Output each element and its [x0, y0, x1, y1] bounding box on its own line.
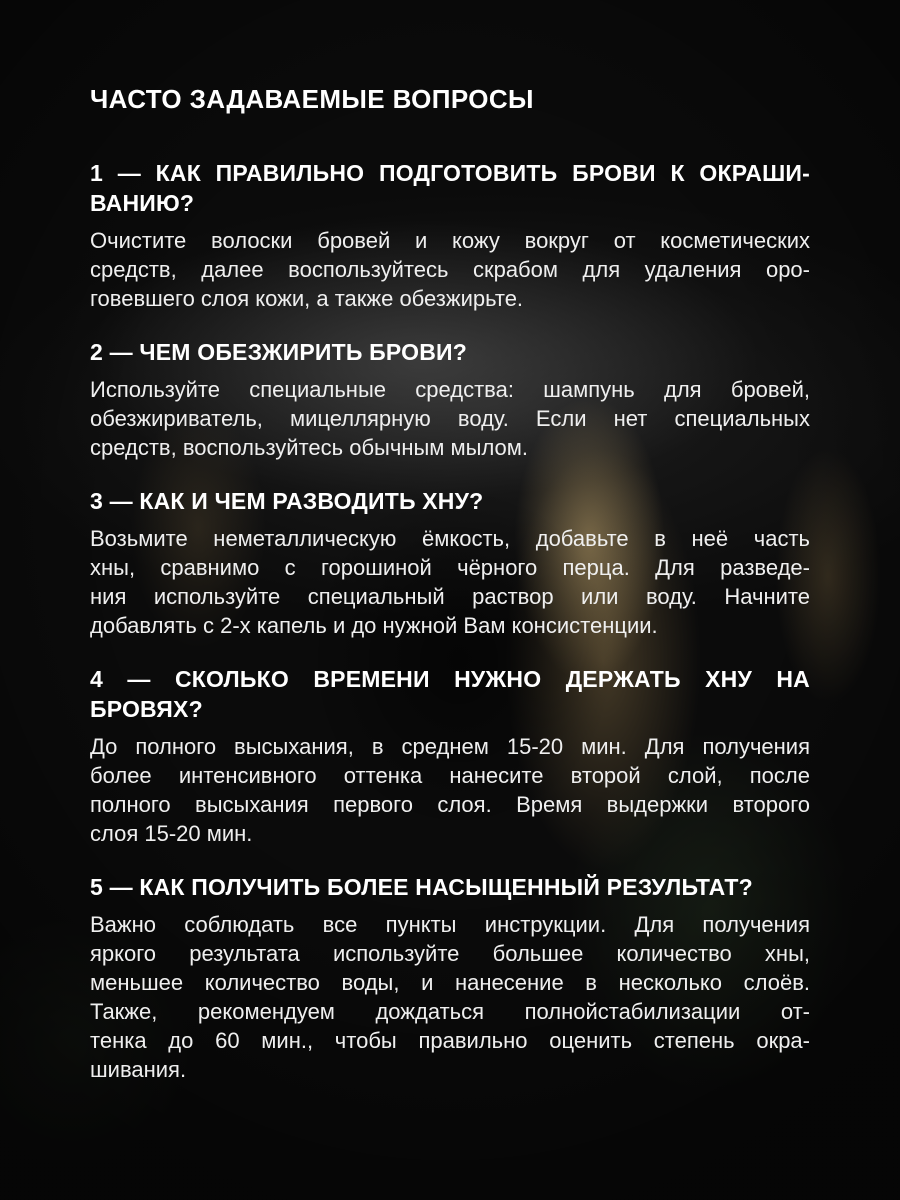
faq-answer-line: Важно соблюдать все пункты инструкции. Для получения	[90, 912, 810, 937]
faq-answer	[90, 375, 810, 462]
faq-question	[90, 872, 810, 902]
faq-question-line: 5 — КАК ПОЛУЧИТЬ БОЛЕЕ НАСЫЩЕННЫЙ РЕЗУЛЬТАТ?	[90, 874, 753, 900]
faq-item	[90, 664, 810, 848]
faq-question-line: ВАНИЮ?	[90, 190, 195, 216]
faq-answer-line: Возьмите неметаллическую ёмкость, добавьте в неё часть	[90, 526, 810, 551]
faq-question-line: 2 — ЧЕМ ОБЕЗЖИРИТЬ БРОВИ?	[90, 339, 468, 365]
page-title: ЧАСТО ЗАДАВАЕМЫЕ ВОПРОСЫ	[90, 84, 534, 114]
faq-question-line: 4 — СКОЛЬКО ВРЕМЕНИ НУЖНО ДЕРЖАТЬ ХНУ НА	[90, 666, 810, 692]
faq-answer-line: яркого результата используйте большее количество хны,	[90, 941, 810, 966]
faq-answer-line: более интенсивного оттенка нанесите второй слой, после	[90, 763, 810, 788]
faq-item	[90, 158, 810, 313]
faq-answer-line: полного высыхания первого слоя. Время выдержки второго	[90, 792, 810, 817]
faq-answer-line: обезжириватель, мицеллярную воду. Если нет специальных	[90, 406, 810, 431]
faq-answer	[90, 524, 810, 640]
faq-question	[90, 664, 810, 724]
faq-answer-line: меньшее количество воды, и нанесение в несколько слоёв.	[90, 970, 810, 995]
faq-question	[90, 158, 810, 218]
faq-answer-line: средств, воспользуйтесь обычным мылом.	[90, 435, 529, 460]
faq-answer-line: говевшего слоя кожи, а также обезжирьте.	[90, 286, 524, 311]
faq-answer	[90, 910, 810, 1084]
faq-item	[90, 872, 810, 1084]
faq-answer	[90, 732, 810, 848]
faq-question-line: 1 — КАК ПРАВИЛЬНО ПОДГОТОВИТЬ БРОВИ К ОКРАШИ-	[90, 160, 810, 186]
faq-answer-line: ния используйте специальный раствор или воду. Начните	[90, 584, 810, 609]
faq-answer-line: Используйте специальные средства: шампунь для бровей,	[90, 377, 810, 402]
faq-item	[90, 486, 810, 640]
faq-question-line: БРОВЯХ?	[90, 696, 203, 722]
faq-list	[90, 158, 810, 1084]
faq-answer-line: добавлять с 2-х капель и до нужной Вам консистенции.	[90, 613, 658, 638]
faq-question-line: 3 — КАК И ЧЕМ РАЗВОДИТЬ ХНУ?	[90, 488, 484, 514]
faq-answer-line: слоя 15-20 мин.	[90, 821, 253, 846]
faq-answer	[90, 226, 810, 313]
faq-answer-line: Также, рекомендуем дождаться полнойстабилизации от-	[90, 999, 810, 1024]
faq-answer-line: шивания.	[90, 1057, 187, 1082]
faq-answer-line: тенка до 60 мин., чтобы правильно оценить степень окра-	[90, 1028, 810, 1053]
faq-answer-line: хны, сравнимо с горошиной чёрного перца. Для разведе-	[90, 555, 810, 580]
faq-answer-line: Очистите волоски бровей и кожу вокруг от косметических	[90, 228, 810, 253]
faq-answer-line: средств, далее воспользуйтесь скрабом для удаления оро-	[90, 257, 810, 282]
faq-item	[90, 337, 810, 462]
faq-question	[90, 486, 810, 516]
faq-answer-line: До полного высыхания, в среднем 15-20 мин. Для получения	[90, 734, 810, 759]
faq-question	[90, 337, 810, 367]
